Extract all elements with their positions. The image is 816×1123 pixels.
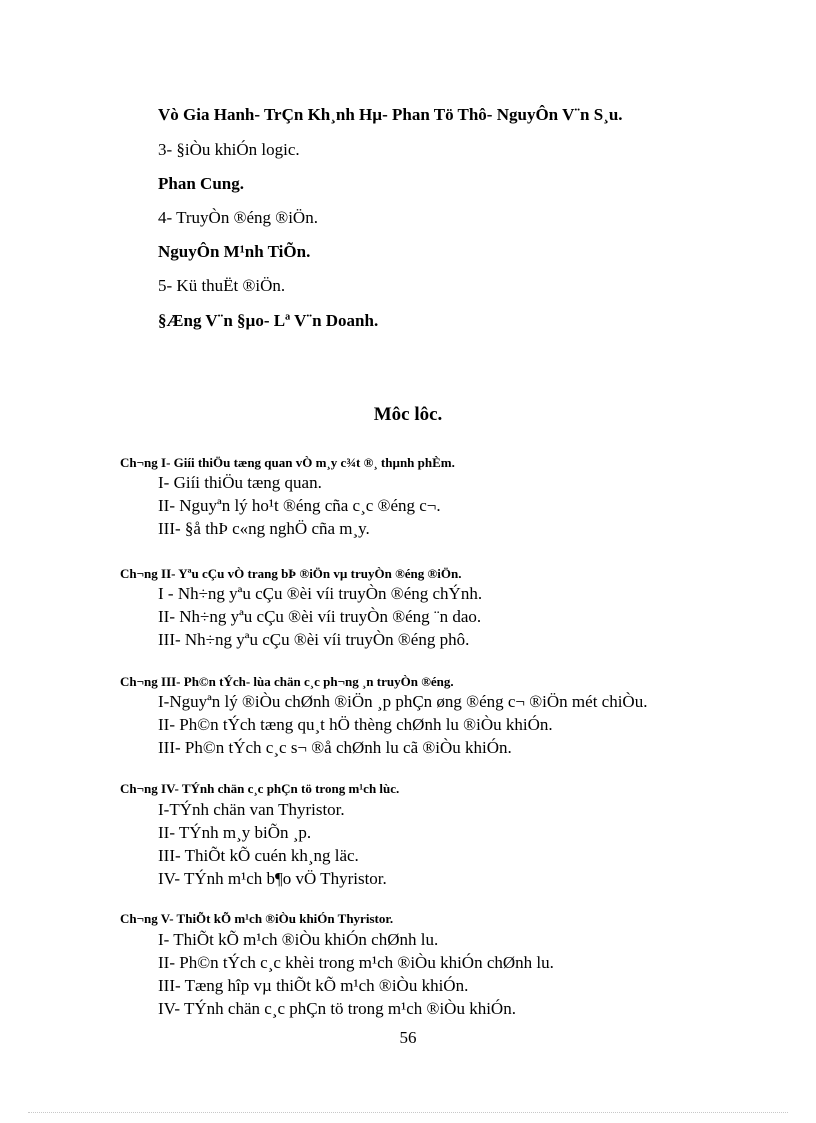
toc-item: III- Tæng hîp vµ thiÕt kÕ m¹ch ®iÒu khiÓn. — [158, 976, 469, 995]
toc-item: II- TÝnh m¸y biÕn ¸p. — [158, 823, 312, 842]
toc-heading: Môc lôc. — [373, 404, 443, 425]
toc-item: I - Nh÷ng yªu cÇu ®èi víi truyÒn ®éng chÝnh. — [158, 584, 483, 603]
toc-item: III- Ph©n tÝch c¸c s¬ ®å chØnh lu cã ®iÒu khiÓn. — [158, 738, 512, 757]
toc-item: I-Nguyªn lý ®iÒu chØnh ®iÖn ¸p phÇn øng ®éng c¬ ®iÖn mét chiÒu. — [158, 692, 648, 711]
chapter-title: Ch¬ng II- Yªu cÇu vÒ trang bÞ ®iÖn vµ truyÒn ®éng ®iÖn. — [120, 566, 462, 581]
toc-item: III- Nh÷ng yªu cÇu ®èi víi truyÒn ®éng phô. — [158, 630, 470, 649]
toc-item: II- Ph©n tÝch c¸c khèi trong m¹ch ®iÒu khiÓn chØnh lu. — [158, 953, 554, 972]
chapter-title: Ch¬ng IV- TÝnh chän c¸c phÇn tö trong m¹ch lùc. — [120, 781, 400, 796]
toc-item: IV- TÝnh m¹ch b¶o vÖ Thyristor. — [158, 869, 387, 888]
toc-item: IV- TÝnh chän c¸c phÇn tö trong m¹ch ®iÒu khiÓn. — [158, 999, 516, 1018]
page-bottom-rule — [28, 1112, 788, 1113]
toc-item: III- §å thÞ c«ng nghÖ cña m¸y. — [158, 519, 370, 538]
toc-item: III- ThiÕt kÕ cuén kh¸ng läc. — [158, 846, 359, 865]
page-number: 56 — [399, 1028, 417, 1047]
chapter-title: Ch¬ng III- Ph©n tÝch- lùa chän c¸c ph¬ng ¸n truyÒn ®éng. — [120, 674, 454, 689]
reference-title: 5- Kü thuËt ®iÖn. — [158, 276, 286, 295]
reference-title: 3- §iÒu khiÓn logic. — [158, 140, 300, 159]
reference-author: §Æng V¨n §µo- Lª V¨n Doanh. — [158, 311, 379, 330]
toc-item: I-TÝnh chän van Thyristor. — [158, 800, 345, 819]
reference-title: 4- TruyÒn ®éng ®iÖn. — [158, 208, 318, 227]
toc-item: II- Ph©n tÝch tæng qu¸t hÖ thèng chØnh lu ®iÒu khiÓn. — [158, 715, 553, 734]
reference-author: NguyÔn M¹nh TiÕn. — [158, 242, 311, 261]
toc-item: II- Nguyªn lý ho¹t ®éng cña c¸c ®éng c¬. — [158, 496, 441, 515]
reference-author: Vò Gia Hanh- TrÇn Kh¸nh Hµ- Phan Tö Thô- NguyÔn V¨n S¸u. — [158, 105, 623, 124]
chapter-title: Ch¬ng V- ThiÕt kÕ m¹ch ®iÒu khiÓn Thyristor. — [120, 911, 394, 926]
reference-author: Phan Cung. — [158, 174, 244, 193]
toc-item: I- Giíi thiÖu tæng quan. — [158, 473, 322, 492]
chapter-title: Ch¬ng I- Giíi thiÖu tæng quan vÒ m¸y c¾t ®¸ thµnh phÈm. — [120, 455, 455, 470]
toc-item: I- ThiÕt kÕ m¹ch ®iÒu khiÓn chØnh lu. — [158, 930, 439, 949]
toc-item: II- Nh÷ng yªu cÇu ®èi víi truyÒn ®éng ¨n dao. — [158, 607, 482, 626]
